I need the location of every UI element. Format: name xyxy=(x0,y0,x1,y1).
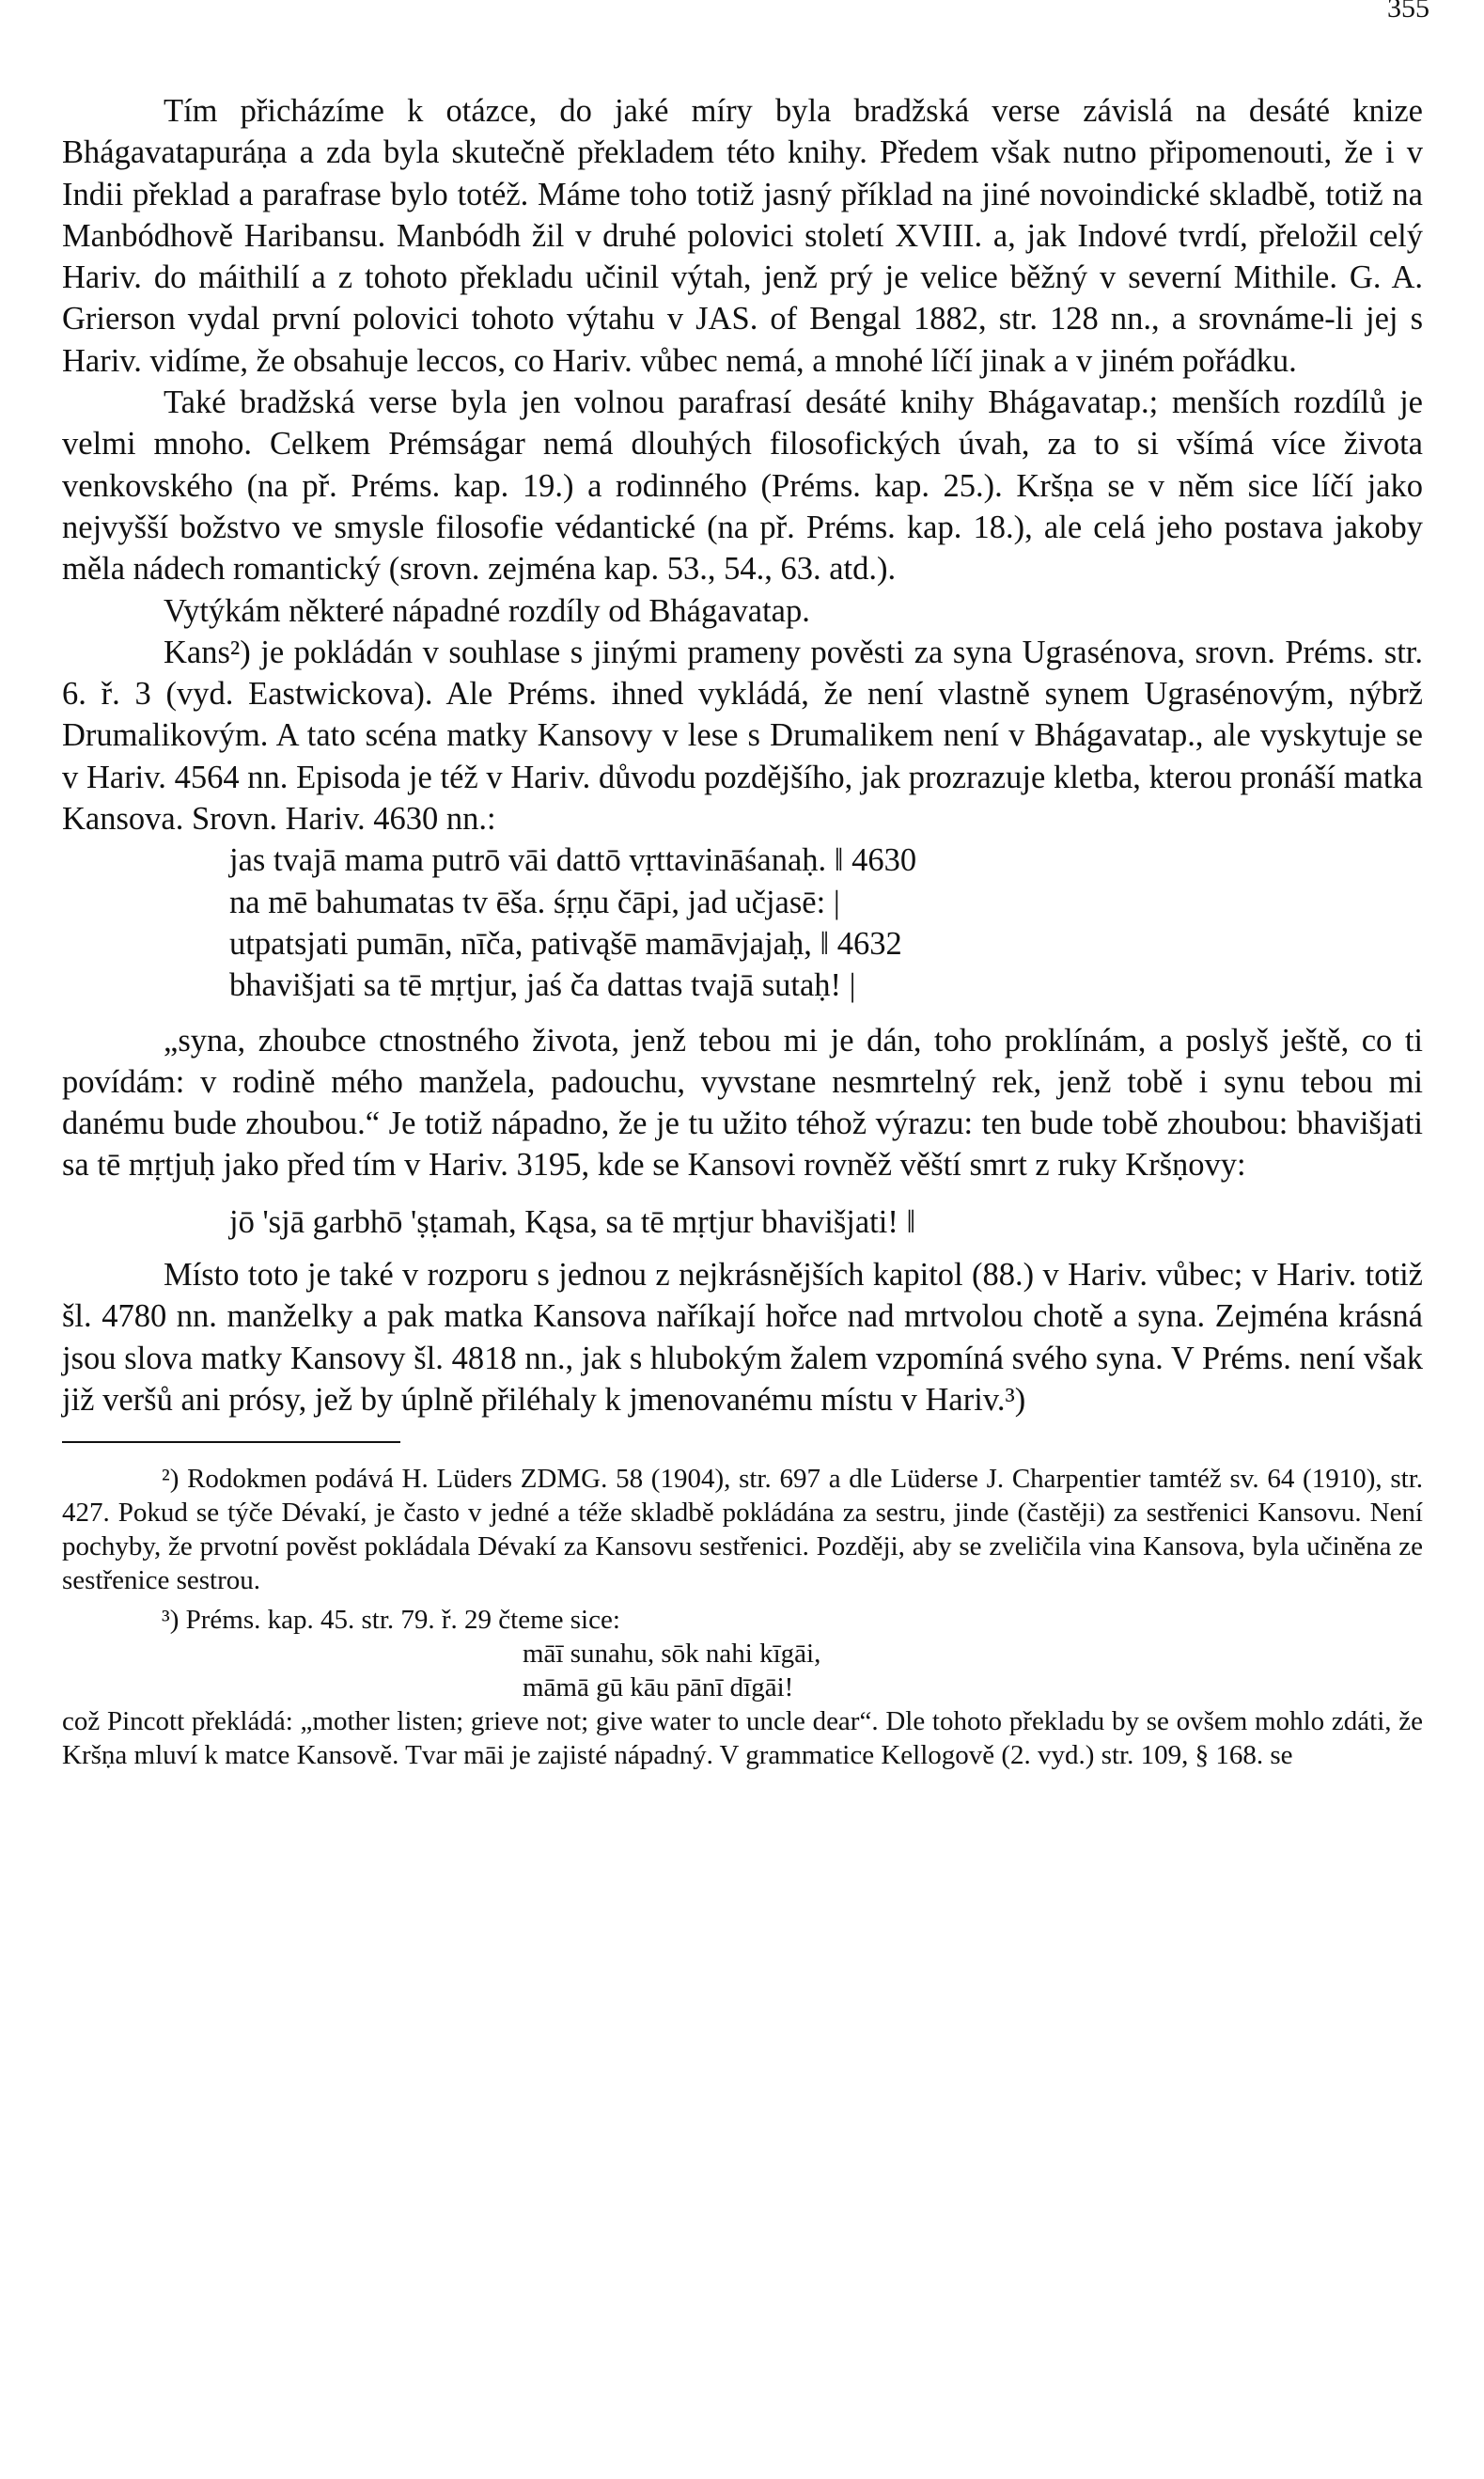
verse-line: bhavišjati sa tē mṛtjur, jaś ča dattas tvajā sutaḥ! | xyxy=(229,967,856,1004)
verse-block xyxy=(62,839,1423,1006)
footnote: ²) Rodokmen podává H. Lüders ZDMG. 58 (1904), str. 697 a dle Lüderse J. Charpentier tamtéž sv. 64 (1910), str. 427. Pokud se týče Dévakí, je často v jedné a téže skladbě pokládána za sestru, jinde (častěji) za sestřenici Kansovu. Není pochyby, že prvotní pověst pokládala Dévakí za Kansovu sestřenici. Později, aby se zveličila vina Kansova, byla učiněna ze sestřenice sestrou. xyxy=(62,1464,1423,1596)
paragraph: Kans²) je pokládán v souhlase s jinými prameny pověsti za syna Ugrasénova, srovn. Préms. str. 6. ř. 3 (vyd. Eastwickova). Ale Préms. ihned vykládá, že není vlastně synem Ugrasénovým, nýbrž Drumalikovým. A tato scéna matky Kansovy v lese s Drumalikem není v Bhágavatap., ale vyskytuje se v Hariv. 4564 nn. Episoda je též v Hariv. důvodu pozdějšího, jak prozrazuje kletba, kterou pronáší matka Kansova. Srovn. Hariv. 4630 nn.: xyxy=(62,634,1423,838)
page-body xyxy=(62,90,1423,1772)
footnote-verse-line: māī sunahu, sōk nahi kīgāi, xyxy=(523,1639,821,1670)
paragraph: Místo toto je také v rozporu s jednou z nejkrásnějších kapitol (88.) v Hariv. vůbec; v Hariv. totiž šl. 4780 nn. manželky a pak matka Kansova naříkají hořce nad mrtvolou chotě a syna. Zejména krásná jsou slova matky Kansovy šl. 4818 nn., jak s hlubokým žalem vzpomíná svého syna. V Préms. není však již veršů ani prósy, jež by úplně přiléhaly k jmenovanému místu v Hariv.³) xyxy=(62,1257,1423,1418)
page-number: 355 xyxy=(1387,0,1429,24)
verse-line: jas tvajā mama putrō vāi dattō vṛttavināśanaḥ. ‖ 4630 xyxy=(229,842,917,879)
footnote-continuation: což Pincott překládá: „mother listen; grieve not; give water to uncle dear“. Dle tohoto překladu by se ovšem mohlo zdáti, že Kršṇa mluví k matce Kansově. Tvar māi je zajisté nápadný. V grammatice Kellogově (2. vyd.) str. 109, § 168. se xyxy=(62,1706,1423,1771)
paragraph: Také bradžská verse byla jen volnou parafrasí desáté knihy Bhágavatap.; menších rozdílů je velmi mnoho. Celkem Prémságar nemá dlouhých filosofických úvah, za to si všímá více života venkovského (na př. Préms. kap. 19.) a rodinného (Préms. kap. 25.). Kršṇa se v něm sice líčí jako nejvyšší božstvo ve smysle filosofie védantické (na př. Préms. kap. 18.), ale celá jeho postava jakoby měla nádech romantický (srovn. zejména kap. 53., 54., 63. atd.). xyxy=(62,384,1423,588)
verse-line: utpatsjati pumān, nīča, pativąšē mamāvjajaḥ, ‖ 4632 xyxy=(229,925,902,962)
footnote-separator xyxy=(62,1441,400,1443)
paragraph: Vytýkám některé nápadné rozdíly od Bhágavatap. xyxy=(164,592,810,629)
footnote: ³) Préms. kap. 45. str. 79. ř. 29 čteme sice: xyxy=(162,1605,620,1636)
paragraph: Tím přicházíme k otázce, do jaké míry byla bradžská verse závislá na desáté knize Bhágavatapuráṇa a zda byla skutečně překladem této knihy. Předem však nutno připomenouti, že i v Indii překlad a parafrase bylo totéž. Máme toho totiž jasný příklad na jiné novoindické skladbě, totiž na Manbódhově Haribansu. Manbódh žil v druhé polovici století XVIII. a, jak Indové tvrdí, přeložil celý Hariv. do máithilí a z tohoto překladu učinil výtah, jenž prý je velice běžný v severní Mithile. G. A. Grierson vydal první polovici tohoto výtahu v JAS. of Bengal 1882, str. 128 nn., a srovnáme-li jej s Hariv. vidíme, že obsahuje leccos, co Hariv. vůbec nemá, a mnohé líčí jinak a v jiném pořádku. xyxy=(62,93,1423,379)
verse-line: jō 'sjā garbhō 'ṣṭamah, Kąsa, sa tē mṛtjur bhavišjati! ‖ xyxy=(229,1203,916,1240)
verse-line: na mē bahumatas tv ēša. śṛṇu čāpi, jad učjasē: | xyxy=(229,884,840,920)
paragraph: „syna, zhoubce ctnostného života, jenž tebou mi je dán, toho proklínám, a poslyš ještě, co ti povídám: v rodině mého manžela, padouchu, vyvstane nesmrtelný rek, jenž tobě i synu tebou mi danému bude zhoubou.“ Je totiž nápadno, že je tu užito téhož výrazu: ten bude tobě zhoubou: bhavišjati sa tē mṛtjuḥ jako před tím v Hariv. 3195, kde se Kansovi rovněž věští smrt z ruky Kršṇovy: xyxy=(62,1022,1423,1184)
footnote-verse-line: māmā gū kāu pānī dīgāi! xyxy=(523,1672,794,1703)
